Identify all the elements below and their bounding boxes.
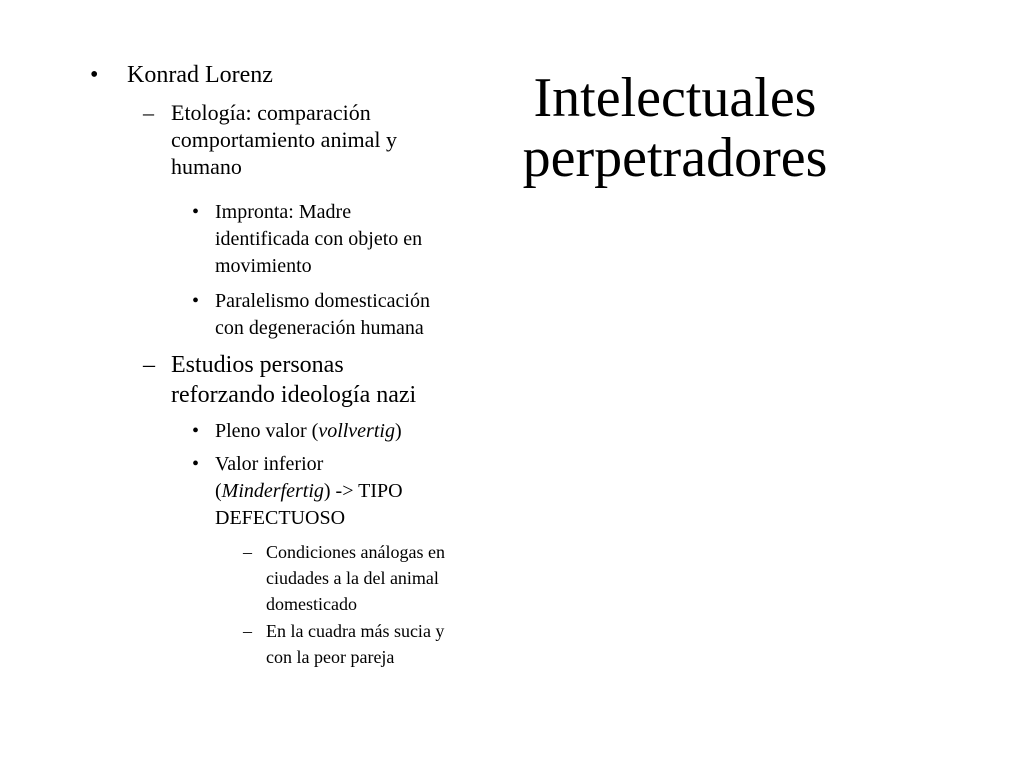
dash-marker: – [243,542,252,562]
bullet-cuadra [243,618,444,670]
bullet-text-italic: Minderfertig [221,480,324,502]
bullet-text-line: Valor inferior [215,453,324,475]
bullet-marker: • [90,62,99,88]
bullet-konrad-lorenz [90,60,273,90]
bullet-pleno-valor [192,418,402,445]
bullet-text-line: Estudios personas [171,352,344,378]
bullet-text-line: con degeneración humana [215,317,424,339]
bullet-estudios [143,350,416,410]
bullet-impronta [192,199,422,280]
bullet-paralelismo [192,288,430,342]
bullet-text-line: humano [171,154,242,179]
bullet-text-line: comportamiento animal y [171,127,398,152]
bullet-text-line: con la peor pareja [266,647,395,667]
bullet-text-line: Paralelismo domesticación [215,290,430,312]
bullet-marker: • [192,201,200,223]
bullet-marker: • [192,453,200,475]
bullet-text-prefix: Pleno valor ( [215,420,319,442]
bullet-text-line: DEFECTUOSO [215,507,346,529]
title-line-2: perpetradores [522,127,828,189]
bullet-valor-inferior [192,451,403,532]
bullet-text-line: Impronta: Madre [215,201,352,223]
slide-title [490,68,860,188]
bullet-text-suffix: ) -> TIPO [323,480,403,502]
bullet-text: Konrad Lorenz [127,62,273,88]
bullet-text-line: Etología: comparación [171,100,371,125]
bullet-condiciones [243,539,445,617]
bullet-marker: • [192,290,200,312]
bullet-text-line: movimiento [215,255,312,277]
bullet-text-line: reforzando ideología nazi [171,382,417,408]
bullet-text-prefix: ( [215,480,222,502]
title-line-1: Intelectuales [533,67,817,129]
bullet-text-line: domesticado [266,594,357,614]
dash-marker: – [243,621,252,641]
bullet-text-line: identificada con objeto en [215,228,423,250]
bullet-text-italic: vollvertig [318,420,395,442]
dash-marker: – [143,352,155,378]
bullet-etologia [143,99,397,180]
dash-marker: – [143,100,154,125]
bullet-text-suffix: ) [394,420,402,442]
bullet-text-line: En la cuadra más sucia y [266,621,445,641]
bullet-text-line: ciudades a la del animal [266,568,439,588]
bullet-text-line: Condiciones análogas en [266,542,445,562]
bullet-marker: • [192,420,200,442]
